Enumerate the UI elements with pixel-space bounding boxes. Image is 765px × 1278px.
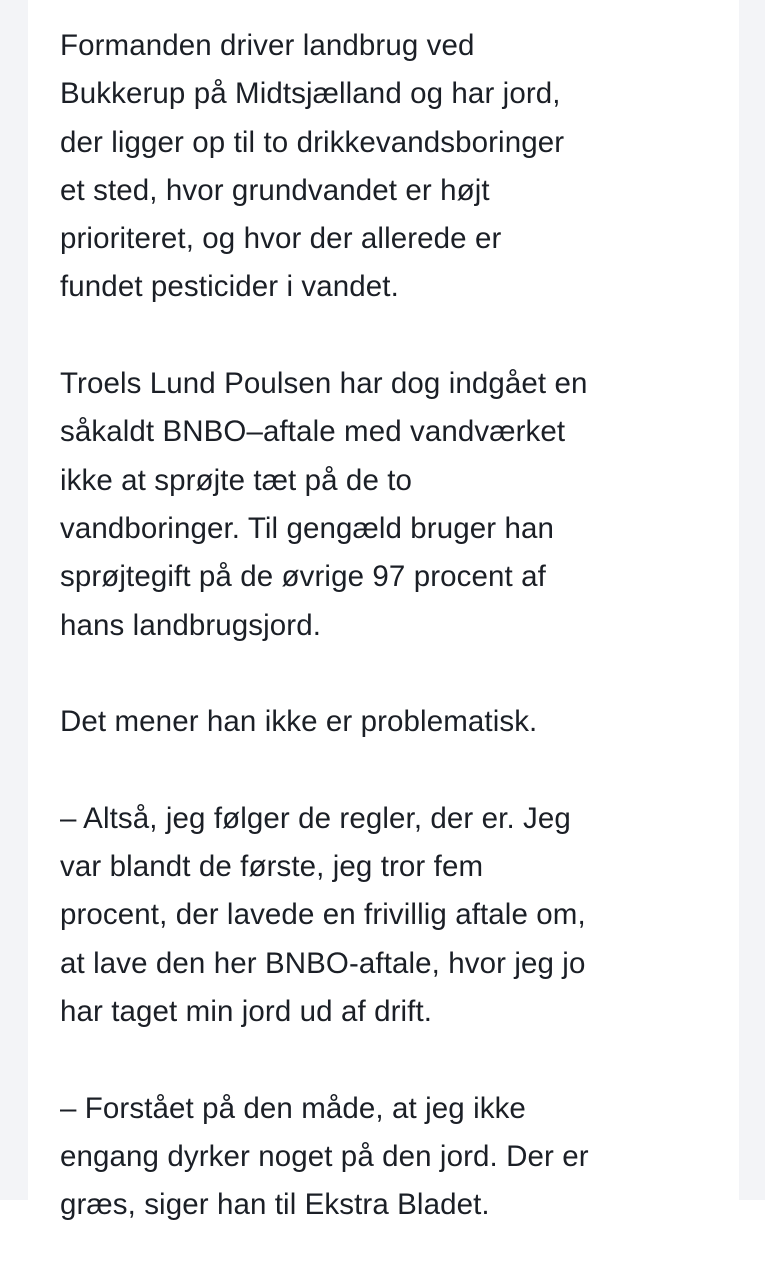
text-line: procent, der lavede en frivillig aftale om, — [60, 898, 586, 932]
text-line: har taget min jord ud af drift. — [60, 994, 433, 1028]
text-line: Formanden driver landbrug ved — [60, 29, 475, 62]
text-line: græs, siger han til Ekstra Bladet. — [60, 1188, 490, 1222]
text-line: Troels Lund Poulsen har dog indgået en — [60, 367, 588, 401]
text-line: Det mener han ikke er problematisk. — [60, 705, 538, 739]
text-line: et sted, hvor grundvandet er højt — [60, 173, 490, 207]
text-line: ikke at sprøjte tæt på de to — [60, 463, 413, 497]
text-line: prioriteret, og hvor der allerede er — [60, 222, 502, 256]
article-body — [60, 22, 720, 1278]
paragraph-2 — [60, 360, 720, 650]
text-line: Bukkerup på Midtsjælland og har jord, — [60, 77, 561, 111]
text-line: vandboringer. Til gengæld bruger han — [60, 511, 554, 545]
paragraph-5-quote — [60, 1085, 720, 1230]
text-line: engang dyrker noget på den jord. Der er — [60, 1139, 589, 1173]
paragraph-3 — [60, 698, 720, 746]
text-line: at lave den her BNBO-aftale, hvor jeg jo — [60, 946, 586, 980]
text-line: – Altså, jeg følger de regler, der er. Jeg — [60, 801, 571, 835]
text-line: hans landbrugsjord. — [60, 608, 322, 642]
text-line: såkaldt BNBO–aftale med vandværket — [60, 415, 566, 449]
text-line: der ligger op til to drikkevandsboringer — [60, 125, 565, 159]
paragraph-4-quote — [60, 795, 720, 1036]
text-line: fundet pesticider i vandet. — [60, 270, 399, 304]
text-line: var blandt de første, jeg tror fem — [60, 850, 484, 884]
left-margin — [0, 0, 28, 1200]
text-line: sprøjtegift på de øvrige 97 procent af — [60, 560, 546, 594]
right-margin — [739, 0, 765, 1200]
text-line: – Forstået på den måde, at jeg ikke — [60, 1091, 526, 1125]
paragraph-1 — [60, 22, 720, 312]
